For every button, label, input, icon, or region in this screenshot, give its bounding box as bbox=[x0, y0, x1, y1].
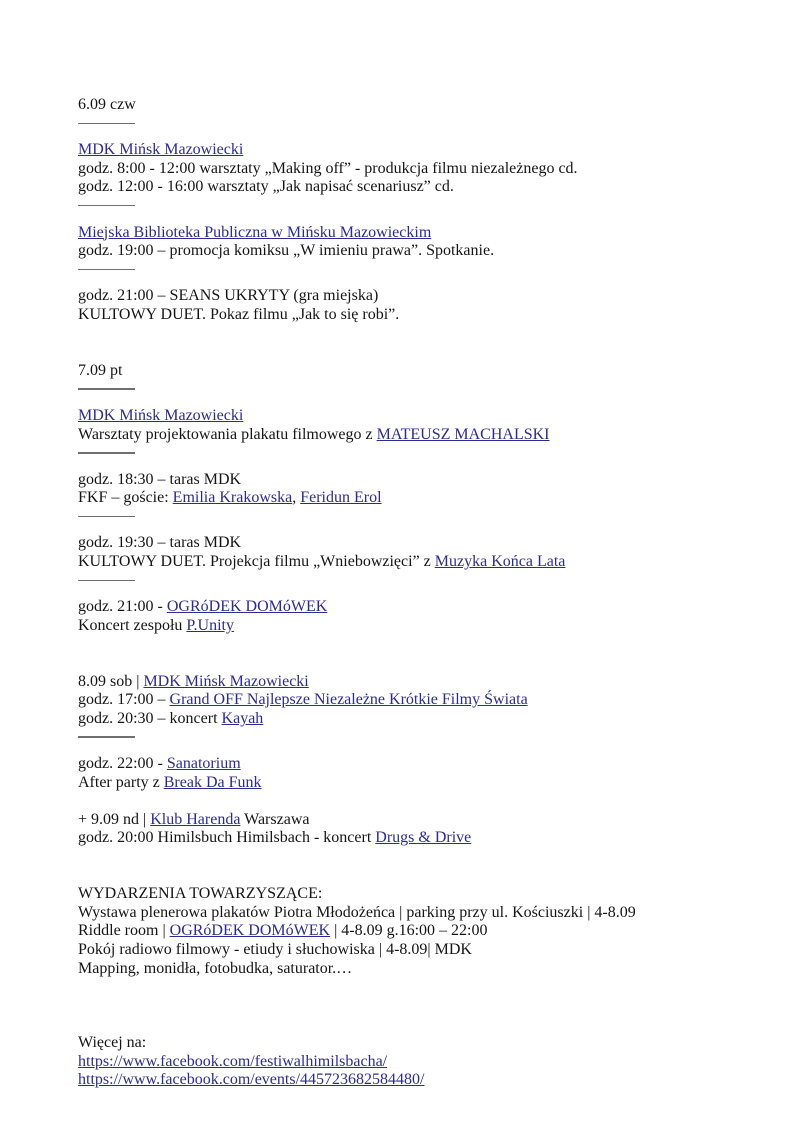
text-segment: Warsztaty projektowania plakatu filmowego z bbox=[78, 425, 377, 443]
text-line bbox=[78, 141, 780, 160]
text-line bbox=[78, 673, 780, 692]
text-segment: KULTOWY DUET. Projekcja filmu „Wniebowzięci” z bbox=[78, 553, 435, 571]
text-segment: Riddle room | bbox=[78, 922, 170, 940]
hyperlink[interactable]: Miejska Biblioteka Publiczna w Mińsku Mazowieckim bbox=[78, 223, 432, 241]
horizontal-rule-line bbox=[78, 123, 135, 125]
hyperlink[interactable]: P.Unity bbox=[186, 616, 234, 634]
text-line bbox=[78, 960, 780, 979]
text-segment: , bbox=[292, 489, 301, 507]
text-line bbox=[78, 178, 780, 197]
text-segment: godz. 20:00 Himilsbuch Himilsbach - koncert bbox=[78, 829, 376, 847]
text-line bbox=[78, 489, 780, 508]
horizontal-rule-line bbox=[78, 388, 135, 390]
blank-line bbox=[78, 1015, 780, 1034]
text-line bbox=[78, 306, 780, 325]
blank-line bbox=[78, 848, 780, 867]
text-segment: WYDARZENIA TOWARZYSZĄCE: bbox=[78, 885, 323, 903]
text-line bbox=[78, 774, 780, 793]
text-segment: KULTOWY DUET. Pokaz filmu „Jak to się robi”. bbox=[78, 305, 400, 323]
text-segment: + 9.09 nd | bbox=[78, 810, 151, 828]
blank-line bbox=[78, 325, 780, 344]
text-line bbox=[78, 160, 780, 179]
blank-line bbox=[78, 978, 780, 997]
hyperlink[interactable]: Muzyka Końca Lata bbox=[434, 553, 566, 571]
text-line bbox=[78, 710, 780, 729]
text-line bbox=[78, 242, 780, 261]
text-line bbox=[78, 224, 780, 243]
text-segment: godz. 18:30 – taras MDK bbox=[78, 470, 242, 488]
horizontal-rule-line bbox=[78, 736, 135, 738]
hyperlink[interactable]: Break Da Funk bbox=[163, 773, 262, 791]
hyperlink[interactable]: Feridun Erol bbox=[300, 489, 382, 507]
text-segment: godz. 21:00 – SEANS UKRYTY (gra miejska) bbox=[78, 287, 379, 305]
text-segment: godz. 20:30 – koncert bbox=[78, 709, 222, 727]
text-segment: godz. 17:00 – bbox=[78, 691, 170, 709]
text-line bbox=[78, 96, 780, 115]
separator-rule bbox=[78, 269, 780, 288]
text-segment: Pokój radiowo filmowy - etiudy i słuchowiska | 4-8.09| MDK bbox=[78, 940, 472, 958]
text-line bbox=[78, 598, 780, 617]
text-line bbox=[78, 617, 780, 636]
blank-line bbox=[78, 867, 780, 886]
separator-rule bbox=[78, 516, 780, 535]
text-segment: 7.09 pt bbox=[78, 361, 123, 379]
separator-rule bbox=[78, 205, 780, 224]
text-line bbox=[78, 553, 780, 572]
text-segment: godz. 19:00 – promocja komiksu „W imieniu prawa”. Spotkanie. bbox=[78, 242, 495, 260]
separator-rule bbox=[78, 388, 780, 407]
text-segment: godz. 22:00 - bbox=[78, 755, 167, 772]
text-line bbox=[78, 534, 780, 553]
blank-line bbox=[78, 635, 780, 654]
text-segment: Więcej na: bbox=[78, 1033, 147, 1051]
hyperlink[interactable]: MATEUSZ MACHALSKI bbox=[376, 425, 550, 443]
text-line bbox=[78, 471, 780, 490]
separator-rule bbox=[78, 452, 780, 471]
text-line bbox=[78, 1053, 780, 1072]
hyperlink[interactable]: https://www.facebook.com/festiwalhimilsbacha/ bbox=[78, 1052, 388, 1070]
text-segment: 8.09 sob | bbox=[78, 672, 144, 690]
text-line bbox=[78, 885, 780, 904]
blank-line bbox=[78, 343, 780, 362]
blank-line bbox=[78, 997, 780, 1016]
text-segment: FKF – goście: bbox=[78, 489, 173, 507]
hyperlink[interactable]: Grand OFF Najlepsze Niezależne Krótkie Filmy Świata bbox=[169, 691, 528, 709]
separator-rule bbox=[78, 736, 780, 755]
text-line bbox=[78, 1034, 780, 1053]
text-line bbox=[78, 829, 780, 848]
blank-line bbox=[78, 654, 780, 673]
horizontal-rule-line bbox=[78, 205, 135, 207]
hyperlink[interactable]: Sanatorium bbox=[166, 755, 241, 772]
hyperlink[interactable]: OGRóDEK DOMóWEK bbox=[166, 598, 328, 616]
text-segment: | 4-8.09 g.16:00 – 22:00 bbox=[330, 922, 488, 940]
text-line bbox=[78, 811, 780, 830]
text-segment: 6.09 czw bbox=[78, 96, 136, 113]
text-line bbox=[78, 941, 780, 960]
blank-line bbox=[78, 792, 780, 811]
text-segment: Mapping, monidła, fotobudka, saturator.… bbox=[78, 959, 353, 977]
text-segment: Wystawa plenerowa plakatów Piotra Młodożeńca | parking przy ul. Kościuszki | 4-8.09 bbox=[78, 903, 636, 921]
horizontal-rule-line bbox=[78, 452, 135, 454]
text-segment: Warszawa bbox=[240, 810, 310, 828]
hyperlink[interactable]: Kayah bbox=[221, 709, 264, 727]
text-line bbox=[78, 755, 780, 774]
horizontal-rule-line bbox=[78, 580, 135, 582]
hyperlink[interactable]: Klub Harenda bbox=[150, 810, 241, 828]
text-line bbox=[78, 1071, 780, 1090]
hyperlink[interactable]: MDK Mińsk Mazowiecki bbox=[143, 672, 309, 690]
text-line bbox=[78, 922, 780, 941]
text-segment: Koncert zespołu bbox=[78, 616, 187, 634]
separator-rule bbox=[78, 123, 780, 142]
horizontal-rule-line bbox=[78, 516, 135, 518]
text-line bbox=[78, 904, 780, 923]
text-line bbox=[78, 407, 780, 426]
text-segment: godz. 21:00 - bbox=[78, 598, 167, 616]
text-line bbox=[78, 691, 780, 710]
text-line bbox=[78, 362, 780, 381]
separator-rule bbox=[78, 580, 780, 599]
hyperlink[interactable]: Emilia Krakowska bbox=[172, 489, 293, 507]
text-line bbox=[78, 287, 780, 306]
text-segment: godz. 19:30 – taras MDK bbox=[78, 534, 242, 552]
text-segment: godz. 12:00 - 16:00 warsztaty „Jak napisać scenariusz” cd. bbox=[78, 178, 454, 196]
text-line bbox=[78, 426, 780, 445]
hyperlink[interactable]: MDK Mińsk Mazowiecki bbox=[78, 406, 244, 424]
hyperlink[interactable]: Drugs & Drive bbox=[375, 829, 472, 847]
text-segment: After party z bbox=[78, 773, 164, 791]
hyperlink[interactable]: MDK Mińsk Mazowiecki bbox=[78, 141, 244, 159]
text-segment: godz. 8:00 - 12:00 warsztaty „Making off” - produkcja filmu niezależnego cd. bbox=[78, 159, 578, 177]
horizontal-rule-line bbox=[78, 269, 135, 271]
hyperlink[interactable]: https://www.facebook.com/events/445723682584480/ bbox=[78, 1071, 425, 1089]
hyperlink[interactable]: OGRóDEK DOMóWEK bbox=[169, 922, 331, 940]
